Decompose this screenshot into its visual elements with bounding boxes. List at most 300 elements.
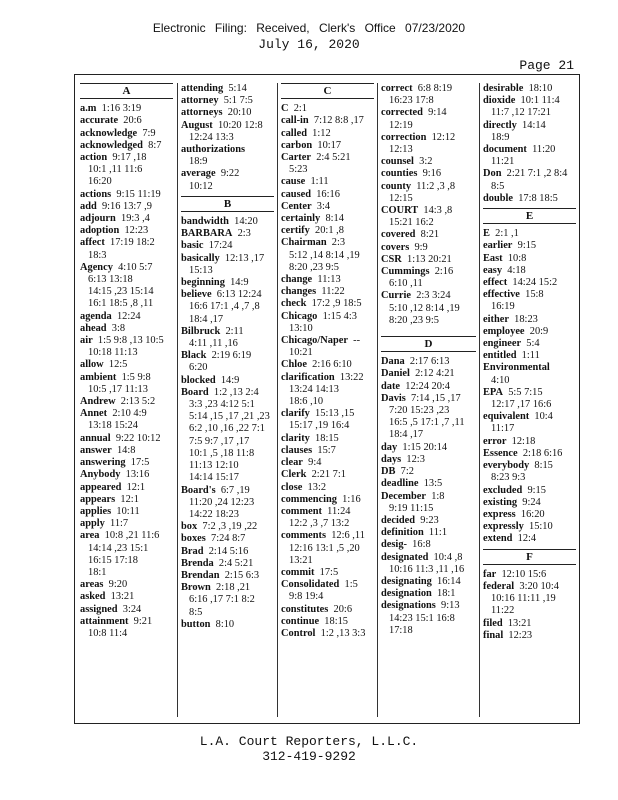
entry-refs: 4:18 [502,264,526,276]
entry-keyword: day [381,441,398,453]
entry-keyword: express [483,508,516,520]
entry-keyword: answer [80,444,112,456]
entry-keyword: designating [381,575,432,587]
index-entry [281,604,374,616]
entry-keyword: August [181,119,213,131]
entry-line [281,628,374,640]
entry-refs: 9:20 [103,579,128,591]
entry-keyword: appears [80,493,116,505]
entry-line [281,530,374,542]
entry-refs: 8:21 [415,229,440,241]
entry-continuation: 10:8 11:4 [88,627,128,639]
index-entry [281,201,374,213]
index-entry [483,95,576,119]
index-entry [181,228,274,240]
entry-line [80,311,173,323]
entry-line [483,411,576,423]
entry-refs: 5:14 [223,83,247,94]
index-entry [181,107,274,119]
entry-line [80,469,173,481]
index-entry [80,372,173,396]
entry-keyword: engineer [483,338,522,350]
entry-line [181,387,274,399]
entry-keyword: expressly [483,521,524,533]
index-entry [181,619,274,631]
entry-keyword: check [281,298,307,310]
index-entry [80,591,173,603]
entry-keyword: Chicago [281,310,318,322]
entry-keyword: earlier [483,240,513,252]
entry-refs: 20:6 [118,115,142,127]
index-entry [181,387,274,485]
entry-refs: 2:16 [429,266,454,278]
entry-line [80,518,173,530]
entry-line [281,457,374,469]
index-entry [80,262,173,311]
entry-refs: 2:10 4:9 [107,408,147,420]
entry-refs: 10:1 11:4 [515,95,560,107]
entry-continuation: 10:5 ,17 11:13 [88,383,148,395]
entry-keyword: clarification [281,371,335,383]
entry-keyword: filed [483,617,503,629]
index-entry [381,527,476,539]
entry-keyword: Brenda [181,557,214,569]
entry-line [281,616,374,628]
entry-keyword: basic [181,240,204,252]
index-entry [281,152,374,176]
entry-refs: 2:21 7:1 [306,469,346,481]
entry-refs: 10:4 [529,411,553,423]
entry-refs: 9:14 [422,107,447,119]
index-entry [381,356,476,368]
entry-line [483,436,576,448]
index-entry [381,242,476,254]
index-entry [80,201,173,213]
entry-refs: 12:24 20:4 [400,380,450,392]
index-entry [80,311,173,323]
entry-line [281,335,374,347]
entry-line [381,478,476,490]
entry-line [483,569,576,581]
index-entry [381,132,476,156]
entry-refs: 5:1 7:5 [218,95,253,107]
entry-continuation: 15:17 ,19 16:4 [289,420,350,432]
index-entry [80,359,173,371]
footer-company: L.A. Court Reporters, L.L.C. [199,734,419,749]
letter-heading: E [483,208,576,224]
index-entry [80,396,173,408]
entry-keyword: final [483,629,504,641]
filing-header: Electronic Filing: Received, Clerk's Office 07/23/2020 [152,21,466,35]
entry-refs: 12:6 ,11 [326,530,365,542]
entry-continuation: 15:13 [189,264,213,276]
entry-refs: 12:10 15:6 [496,568,547,580]
entry-keyword: bandwidth [181,216,229,228]
entry-continuation: 6:20 [189,362,208,374]
entry-keyword: Clerk [281,469,307,481]
entry-refs: 14:9 [224,277,249,289]
entry-keyword: corrected [381,107,423,119]
entry-keyword: designations [381,600,436,612]
entry-keyword: allow [80,359,104,371]
entry-keyword: basically [181,252,220,264]
entry-continuation: 10:16 11:11 ,19 [491,593,556,605]
entry-refs: 1:16 [336,493,361,505]
entry-refs: 2:17 6:13 [404,356,450,368]
entry-refs: 14:14 [516,119,546,131]
entry-line [281,225,374,237]
entry-line [483,497,576,509]
entry-line [181,277,274,289]
index-frame [74,74,580,724]
entry-keyword: equivalent [483,411,530,423]
entry-refs: 16:14 [431,575,461,587]
entry-line [483,253,576,265]
entry-line [281,140,374,152]
index-entry [80,140,173,152]
entry-continuation: 11:22 [491,605,515,617]
entry-continuation: 14:23 15:1 16:8 [389,612,455,624]
entry-keyword: blocked [181,374,216,386]
entry-keyword: extend [483,533,513,545]
entry-keyword: correction [381,131,427,143]
entry-refs: 2:21 7:1 ,2 8:4 [501,168,568,180]
entry-line [381,168,476,180]
entry-line [80,335,173,347]
index-entry [381,576,476,588]
entry-refs: 12:23 [119,225,149,237]
index-entry [483,314,576,326]
entry-line [483,95,576,107]
entry-line [181,216,274,228]
index-entry [281,286,374,298]
entry-refs: 2:4 5:21 [213,557,254,569]
entry-refs: 11:7 [104,518,129,530]
entry-keyword: Control [281,627,316,639]
entry-keyword: C [281,103,289,115]
entry-continuation: 11:17 [491,423,515,435]
entry-line [381,576,476,588]
entry-keyword: designated [381,551,429,563]
entry-continuation: 16:20 [88,176,112,188]
entry-line [80,225,173,237]
index-entry [181,375,274,387]
entry-keyword: Center [281,200,312,212]
entry-refs: 7:9 [137,127,156,139]
entry-keyword: accurate [80,115,119,127]
entry-continuation: 14:14 15:17 [189,472,239,484]
entry-refs: 7:2 ,3 ,19 ,22 [197,521,258,533]
entry-line [181,558,274,570]
footer-phone: 312-419-9292 [262,749,356,764]
entry-keyword: attending [181,83,224,94]
entry-keyword: area [80,530,100,542]
index-entry [483,618,576,630]
entry-keyword: directly [483,119,517,131]
entry-refs: 2:1 ,1 [489,228,519,240]
entry-refs: 2:11 [220,325,244,337]
entry-refs: 3:2 [413,156,433,168]
entry-refs: 2:16 6:10 [306,359,352,371]
entry-refs: 9:22 [215,168,240,180]
entry-refs: 2:15 6:3 [219,569,260,581]
entry-line [483,265,576,277]
entry-refs: 16:20 [515,508,545,520]
entry-line [181,533,274,545]
entry-continuation: 10:12 [189,180,213,192]
index-entry [381,478,476,490]
index-entry [381,107,476,131]
entry-keyword: assigned [80,603,118,615]
entry-line [483,630,576,642]
entry-continuation: 10:21 [289,347,313,359]
entry-refs: 11:22 [316,286,345,298]
entry-keyword: employee [483,325,525,337]
entry-continuation: 16:23 17:8 [389,95,434,107]
entry-refs: 3:24 [117,603,142,615]
index-entry [381,552,476,576]
index-entry [281,506,374,530]
index-entry [381,168,476,180]
entry-keyword: commit [281,566,315,578]
entry-continuation: 4:10 [491,374,510,386]
entry-line [80,128,173,140]
entry-continuation: 5:14 ,15 ,17 ,21 ,23 [189,411,270,423]
entry-line [80,115,173,127]
entry-refs: 7:14 ,15 ,17 [405,392,461,404]
index-entry [483,569,576,581]
entry-refs: 3:4 [311,200,331,212]
entry-keyword: December [381,490,426,502]
entry-keyword: certainly [281,213,321,225]
index-entry [281,494,374,506]
entry-line [80,396,173,408]
entry-keyword: Agency [80,261,113,273]
entry-refs: 11:13 [312,274,341,286]
entry-line [281,274,374,286]
entry-line [381,466,476,478]
entry-continuation: 3:3 ,23 4:12 5:1 [189,399,255,411]
index-entry [80,115,173,127]
entry-continuation: 9:19 11:15 [389,502,434,514]
index-entry [80,152,173,189]
entry-line [483,277,576,289]
entry-keyword: Consolidated [281,579,340,591]
entry-keyword: EPA [483,386,504,398]
entry-refs: 1:8 [426,490,445,502]
entry-refs: 12:4 [512,533,537,545]
index-entry [483,228,576,240]
entry-refs: 1:5 9:8 ,13 10:5 [92,335,164,347]
entry-line [80,372,173,384]
entry-line [181,485,274,497]
entry-keyword: Board [181,386,209,398]
index-entry [181,350,274,374]
index-column-3 [277,83,376,717]
entry-line [80,433,173,445]
index-entry [381,83,476,107]
entry-line [181,228,274,240]
entry-refs: 2:12 4:21 [409,368,455,380]
index-entry [181,558,274,570]
entry-continuation: 18:9 [189,156,208,168]
entry-refs: 12:24 [111,310,141,322]
entry-refs: 8:10 [210,618,235,630]
entry-keyword: air [80,335,93,347]
entry-keyword: entitled [483,350,517,362]
index-entry [483,485,576,497]
index-entry [281,115,374,127]
entry-keyword: desirable [483,83,524,94]
index-entry [483,289,576,313]
entry-keyword: clarify [281,408,310,420]
entry-keyword: adoption [80,225,120,237]
index-entry [181,521,274,533]
entry-keyword: East [483,252,503,264]
index-entry [80,445,173,457]
index-entry [381,381,476,393]
entry-line [80,152,173,164]
index-entry [281,469,374,481]
entry-line [483,289,576,301]
entry-continuation: 5:12 ,14 8:14 ,19 [289,249,360,261]
entry-line [181,253,274,265]
letter-heading: B [181,196,274,212]
entry-keyword: covers [381,241,410,253]
entry-refs: 18:15 [319,615,348,627]
entry-refs: 9:22 10:12 [110,432,161,444]
index-entry [483,338,576,350]
entry-keyword: either [483,313,509,325]
entry-keyword: called [281,127,307,139]
index-column-5 [479,83,578,717]
entry-line [483,338,576,350]
index-entry [80,128,173,140]
entry-line [483,350,576,362]
index-entry [281,530,374,567]
entry-keyword: BARBARA [181,228,233,240]
entry-keyword: action [80,152,108,164]
index-entry [181,326,274,350]
entry-refs: 11:20 [526,144,556,156]
entry-line [80,579,173,591]
entry-keyword: apply [80,518,105,530]
entry-line [80,530,173,542]
entry-keyword: box [181,521,198,533]
index-entry [80,506,173,518]
entry-continuation: 6:10 ,11 [389,278,423,290]
entry-line [483,120,576,132]
entry-refs: 2:4 5:21 [311,152,351,164]
entry-keyword: appeared [80,481,122,493]
entry-refs: 10:20 12:8 [212,119,263,131]
index-entry [181,83,274,95]
entry-keyword: Anybody [80,469,121,481]
entry-line [281,176,374,188]
entry-continuation: 16:1 18:5 ,8 ,11 [88,298,154,310]
entry-refs: 1:13 20:21 [401,253,452,265]
entry-continuation: 10:1 ,11 11:6 [88,164,143,176]
entry-continuation: 8:23 9:3 [491,472,526,484]
index-entry [281,457,374,469]
entry-refs: 17:8 18:5 [513,192,558,204]
index-entry [281,189,374,201]
entry-keyword: effective [483,289,520,301]
entry-keyword: applies [80,505,112,517]
entry-continuation: 11:20 ,24 12:23 [189,496,255,508]
entry-line [381,107,476,119]
index-entry [483,581,576,618]
index-column-1 [77,83,175,717]
entry-line [281,579,374,591]
entry-refs: 6:8 8:19 [412,83,453,94]
entry-continuation: 11:7 ,12 17:21 [491,107,551,119]
entry-line [381,254,476,266]
index-entry [80,335,173,359]
index-entry [483,497,576,509]
entry-refs: 2:13 5:2 [115,396,156,408]
entry-line [80,103,173,115]
entry-refs: 14:3 ,8 [418,205,453,217]
entry-refs: 9:15 [512,240,537,252]
entry-refs: 16:16 [311,188,340,200]
entry-continuation: 14:22 18:23 [189,508,239,520]
entry-line [181,120,274,132]
entry-keyword: dioxide [483,95,516,107]
entry-line [80,262,173,274]
entry-refs: 1:11 [516,350,540,362]
entry-keyword: effect [483,277,508,289]
entry-keyword: ambient [80,371,117,383]
entry-continuation: 18:4 ,17 [389,429,424,441]
index-entry [381,254,476,266]
entry-keyword: commencing [281,493,337,505]
entry-refs: 11:2 ,3 ,8 [411,180,456,192]
index-entry [181,216,274,228]
entry-refs: 7:24 8:7 [205,533,246,545]
entry-keyword: double [483,192,514,204]
entry-refs: 7:12 8:8 ,17 [308,115,364,127]
index-entry [483,83,576,95]
entry-keyword: Chicago/Naper [281,335,348,347]
entry-line [381,600,476,612]
entry-line [80,323,173,335]
entry-refs: 1:15 4:3 [317,310,357,322]
entry-keyword: counties [381,168,418,180]
entry-continuation: 16:6 17:1 ,4 ,7 ,8 [189,301,260,313]
entry-continuation: 12:13 [389,144,413,156]
entry-refs: 12:18 [506,435,536,447]
entry-continuation: 8:20 ,23 9:5 [289,261,339,273]
entry-line [181,289,274,301]
entry-refs: 9:4 [302,457,322,469]
index-entry [483,240,576,252]
entry-line [181,619,274,631]
entry-line [483,581,576,593]
entry-keyword: changes [281,286,317,298]
entry-refs: 1:5 9:8 [116,371,151,383]
index-entry [80,530,173,579]
entry-line [80,506,173,518]
entry-keyword: Don [483,168,502,180]
entry-line [80,591,173,603]
index-entry [281,616,374,628]
entry-keyword: call-in [281,115,309,127]
entry-keyword: beginning [181,277,225,289]
entry-continuation: 18:9 [491,131,510,143]
entry-refs: 9:21 [128,615,153,627]
entry-refs: 9:23 [415,514,439,526]
